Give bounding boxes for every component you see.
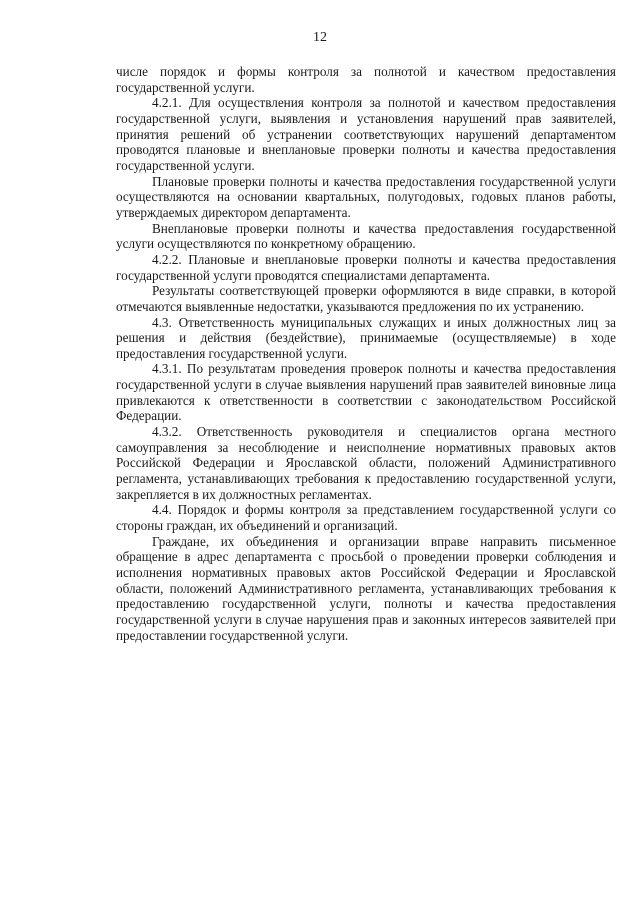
paragraph-4-2-2: 4.2.2. Плановые и внеплановые проверки полноты и качества предоставления государственной услуги проводятся специалистами департамента. <box>116 251 616 283</box>
paragraph-planned-inspections: Плановые проверки полноты и качества предоставления государственной услуги осуществляются на основании квартальных, полугодовых, годовых планов работы, утверждаемых директором департамента. <box>116 173 616 220</box>
page-number: 12 <box>313 30 327 45</box>
paragraph-4-4: 4.4. Порядок и формы контроля за представлением государственной услуги со стороны граждан, их объединений и организаций. <box>116 502 616 534</box>
paragraph-4-3: 4.3. Ответственность муниципальных служащих и иных должностных лиц за решения и действия (бездействие), принимаемые (осуществляемые) в ходе предоставления государственной услуги. <box>116 314 616 361</box>
paragraph-inspection-results: Результаты соответствующей проверки оформляются в виде справки, в которой отмечаются выявленные недостатки, указываются предложения по их устранению. <box>116 283 616 314</box>
document-body <box>116 64 616 643</box>
paragraph-4-2-1: 4.2.1. Для осуществления контроля за полнотой и качеством предоставления государственной услуги, выявления и установления нарушений прав заявителей, принятия решений об устранении соответствующих нарушений департаментом проводятся плановые и внеплановые проверки полноты и качества предоставления государственной услуги. <box>116 95 616 173</box>
paragraph-continuation: числе порядок и формы контроля за полнотой и качеством предоставления государственной услуги. <box>116 64 616 95</box>
paragraph-unplanned-inspections: Внеплановые проверки полноты и качества предоставления государственной услуги осуществляются по конкретному обращению. <box>116 220 616 252</box>
paragraph-4-3-2: 4.3.2. Ответственность руководителя и специалистов органа местного самоуправления за несоблюдение и неисполнение нормативных правовых актов Российской Федерации и Ярославской области, положений Административного регламента, устанавливающих требования к предоставлению государственной услуги, закрепляется в их должностных регламентах. <box>116 424 616 502</box>
paragraph-citizens-appeal: Граждане, их объединения и организации вправе направить письменное обращение в адрес департамента с просьбой о проведении проверки соблюдения и исполнения нормативных правовых актов Российской Федерации и Ярославской области, положений Административного регламента, устанавливающих требования к предоставлению государственной услуги, полноты и качества предоставления государственной услуги в случае нарушения прав и законных интересов заявителей при предоставлении государственной услуги. <box>116 533 616 643</box>
paragraph-4-3-1: 4.3.1. По результатам проведения проверок полноты и качества предоставления государственной услуги в случае выявления нарушений прав заявителей виновные лица привлекаются к ответственности в соответствии с законодательством Российской Федерации. <box>116 361 616 424</box>
